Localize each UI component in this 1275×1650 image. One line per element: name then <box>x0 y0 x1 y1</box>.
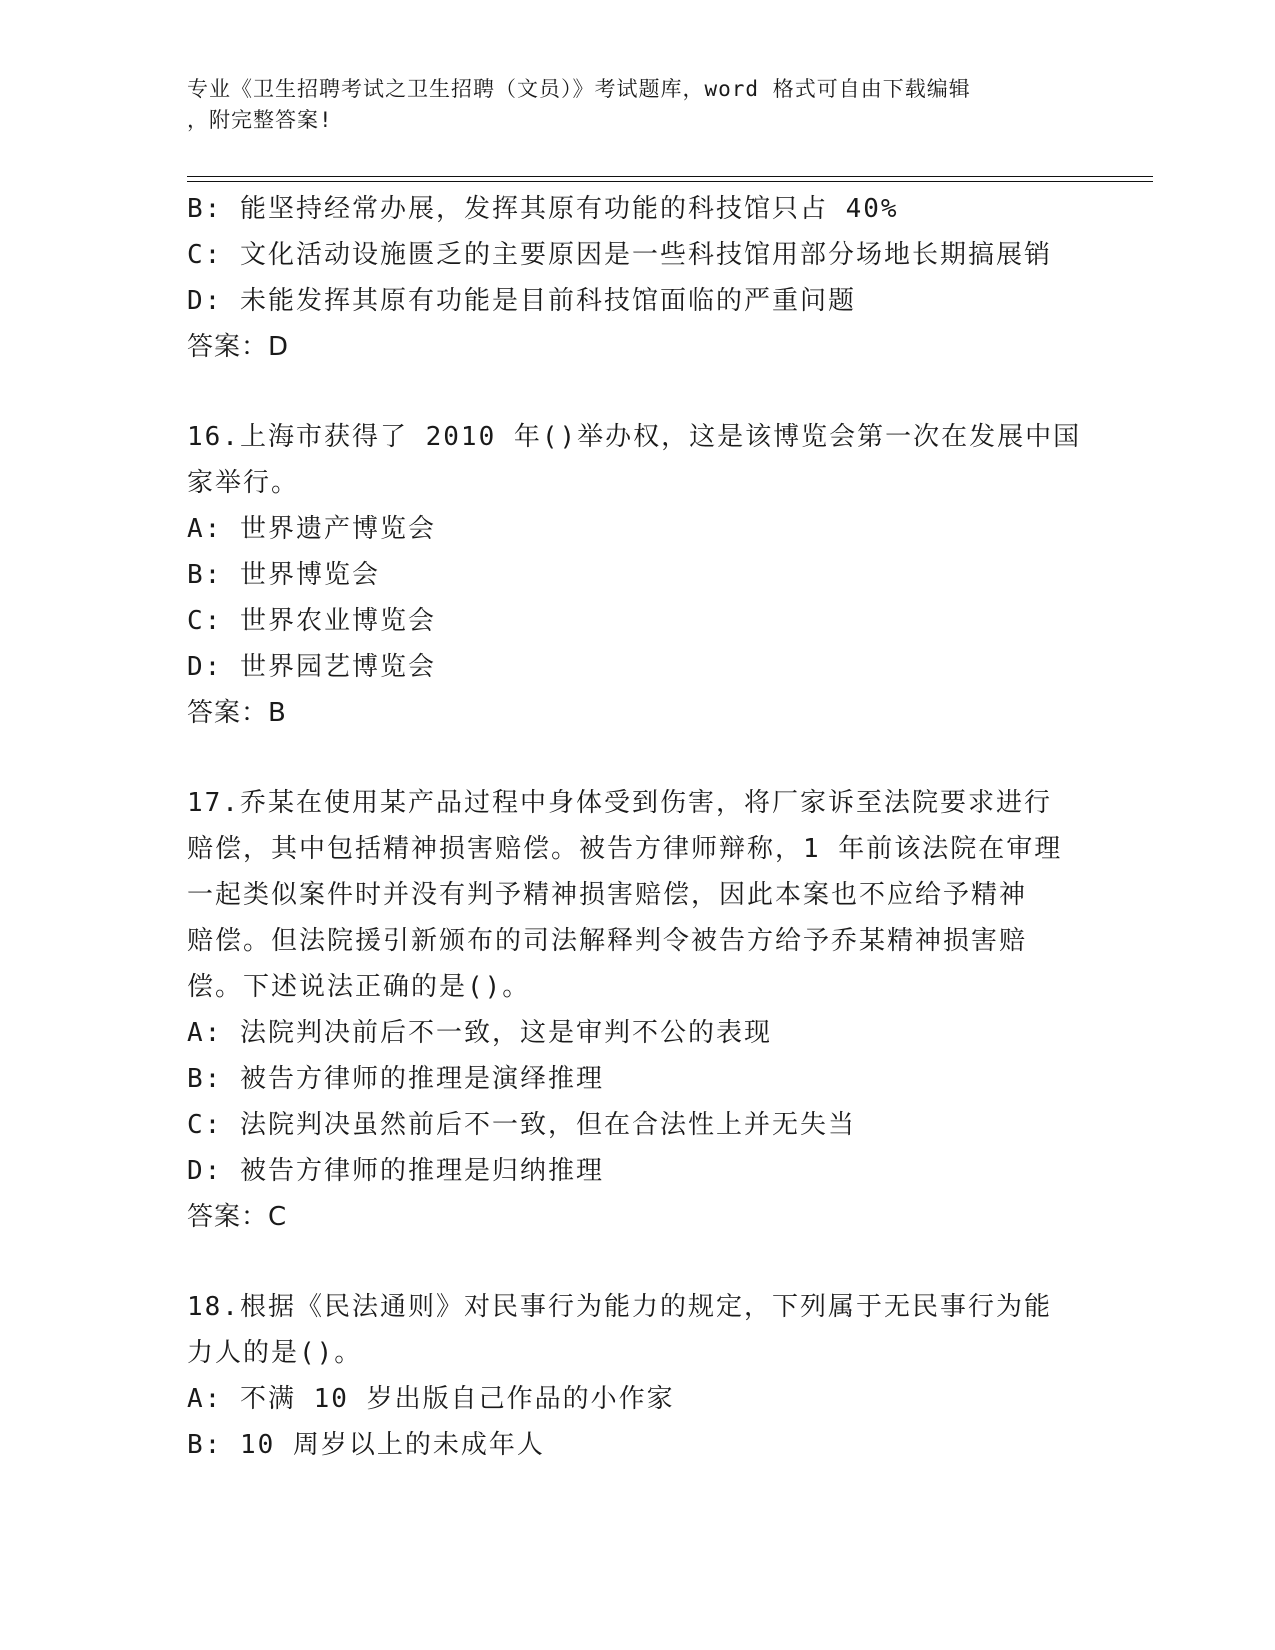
question-16 <box>187 414 1087 736</box>
question-list <box>187 186 1087 1468</box>
option-c: C: 世界农业博览会 <box>187 606 436 636</box>
question-stem-line: 赔偿。但法院援引新颁布的司法解释判令被告方给予乔某精神损害赔 <box>187 926 1028 956</box>
question-spacer <box>187 370 1087 414</box>
question-stem-line: 16.上海市获得了 2010 年()举办权，这是该博览会第一次在发展中国 <box>187 422 1082 452</box>
document-header <box>187 74 1087 136</box>
header-title-line: 专业《卫生招聘考试之卫生招聘（文员）》考试题库，word 格式可自由下载编辑 <box>187 77 971 101</box>
answer-line: 答案：C <box>187 1202 288 1232</box>
question-spacer <box>187 1240 1087 1284</box>
question-stem-line: 力人的是()。 <box>187 1338 363 1368</box>
question-stem-line: 赔偿，其中包括精神损害赔偿。被告方律师辩称，1 年前该法院在审理 <box>187 834 1063 864</box>
option-c: C: 文化活动设施匮乏的主要原因是一些科技馆用部分场地长期搞展销 <box>187 240 1052 270</box>
question-stem-line: 17.乔某在使用某产品过程中身体受到伤害，将厂家诉至法院要求进行 <box>187 788 1052 818</box>
option-b: B: 10 周岁以上的未成年人 <box>187 1430 545 1460</box>
question-stem-line: 偿。下述说法正确的是()。 <box>187 972 531 1002</box>
option-a: A: 法院判决前后不一致，这是审判不公的表现 <box>187 1018 772 1048</box>
option-d: D: 被告方律师的推理是归纳推理 <box>187 1156 604 1186</box>
question-spacer <box>187 736 1087 780</box>
header-divider-top <box>187 176 1153 177</box>
option-b: B: 能坚持经常办展，发挥其原有功能的科技馆只占 40% <box>187 194 899 224</box>
header-title-line-continued: ，附完整答案! <box>187 108 333 132</box>
answer-line: 答案：B <box>187 698 287 728</box>
option-d: D: 未能发挥其原有功能是目前科技馆面临的严重问题 <box>187 286 856 316</box>
option-a: A: 不满 10 岁出版自己作品的小作家 <box>187 1384 675 1414</box>
question-stem-line: 18.根据《民法通则》对民事行为能力的规定，下列属于无民事行为能 <box>187 1292 1052 1322</box>
option-d: D: 世界园艺博览会 <box>187 652 436 682</box>
question-17 <box>187 780 1087 1240</box>
question-stem-line: 一起类似案件时并没有判予精神损害赔偿，因此本案也不应给予精神 <box>187 880 1028 910</box>
option-b: B: 世界博览会 <box>187 560 380 590</box>
option-c: C: 法院判决虽然前后不一致，但在合法性上并无失当 <box>187 1110 856 1140</box>
question-18 <box>187 1284 1087 1468</box>
answer-line: 答案：D <box>187 332 290 362</box>
header-divider-bottom <box>187 181 1153 182</box>
question-15 <box>187 186 1087 370</box>
question-stem-line: 家举行。 <box>187 468 300 498</box>
option-b: B: 被告方律师的推理是演绎推理 <box>187 1064 604 1094</box>
option-a: A: 世界遗产博览会 <box>187 514 436 544</box>
